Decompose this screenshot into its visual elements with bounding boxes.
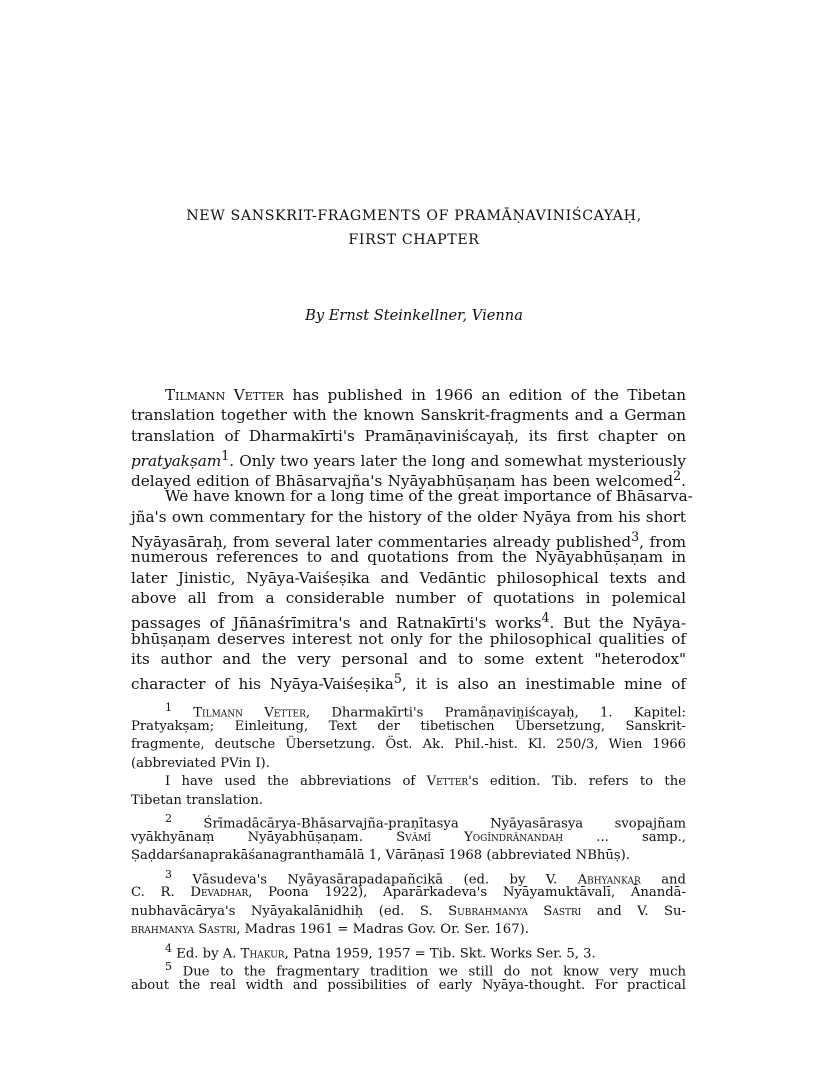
fn3-line-1: $^3$ Vāsudeva's Nyāyasārapadapañcikā (ed. by V. Abhyankar and (165, 867, 686, 887)
p2-line-6: above all from a considerable number of quotations in polemical (131, 588, 686, 607)
article-title (0, 204, 828, 252)
p2-line-2: jña's own commentary for the history of the older Nyāya from his short (131, 507, 686, 526)
p2-line-10: character of his Nyāya-Vaiśeṣika$^5$, it is also an inestimable mine of (131, 671, 686, 694)
fn1-line-4: (abbreviated PVin I). (131, 755, 270, 771)
footnote-ref-3: 3 (631, 529, 640, 545)
p2-line-7: passages of Jñānaśrīmitra's and Ratnakīrti's works$^4$. But the Nyāya- (131, 610, 686, 633)
footnote-number-2: 2 (165, 812, 172, 825)
p2-line-5: later Jinistic, Nyāya-Vaiśeṣika and Vedāntic philosophical texts and (131, 568, 686, 587)
footnote-ref-1: 1 (221, 447, 230, 463)
fn2-line-3: Ṣaḍdarśanaprakāśanagranthamālā 1, Vārāṇasī 1968 (abbreviated NBhūṣ). (131, 848, 630, 863)
p2-line-1: We have known for a long time of the great importance of Bhāsarva- (165, 487, 693, 506)
fn4-line-1: $^4$ Ed. by A. Thakur, Patna 1959, 1957 = Tib. Skt. Works Ser. 5, 3. (165, 941, 596, 961)
p2-line-8: bhūṣaṇam deserves interest not only for the philosophical qualities of (131, 629, 686, 648)
note-line-1: I have used the abbreviations of Vetter's edition. Tib. refers to the (165, 774, 686, 789)
p1-line-2: translation together with the known Sanskrit-fragments and a German (131, 406, 686, 425)
fn1-line-3: fragmente, deutsche Übersetzung. Öst. Ak. Phil.-hist. Kl. 250/3, Wien 1966 (131, 737, 686, 752)
fn1-line-1: $^1$ Tilmann Vetter, Dharmakīrti's Pramāṇaviniścayaḥ, 1. Kapitel: (165, 701, 686, 721)
p2-line-9: its author and the very personal and to some extent "heterodox" (131, 649, 686, 668)
author-byline: By Ernst Steinkellner, Vienna (305, 307, 523, 324)
fn5-line-1: $^5$ Due to the fragmentary tradition we still do not know very much (165, 960, 686, 980)
title-line-2: FIRST CHAPTER (348, 232, 480, 248)
footnote-ref-5: 5 (393, 671, 402, 687)
p1-line-4: pratyakṣam$^1$. Only two years later the long and somewhat mysteriously (131, 447, 686, 470)
fn2-line-2: vyākhyānaṃ Nyāyabhūṣaṇam. Svāmī Yogīndrānandaḥ ... samp., (131, 829, 686, 845)
footnote-number-5: 5 (165, 960, 172, 973)
fn5-line-2: about the real width and possibilities of early Nyāya-thought. For practical (131, 977, 686, 993)
p2-line-3: Nyāyasāraḥ, from several later commentaries already published$^3$, from (131, 529, 686, 552)
p1-line-1: Tilmann Vetter has published in 1966 an edition of the Tibetan (165, 386, 686, 404)
footnote-number-3: 3 (165, 867, 172, 881)
fn2-line-1: $^2$ Śrīmadācārya-Bhāsarvajña-praṇītasya Nyāyasārasya svopajñam (165, 812, 686, 832)
footnote-ref-4: 4 (541, 610, 550, 626)
body-text (131, 385, 693, 694)
p1-line-3: translation of Dharmakīrti's Pramāṇaviniścayaḥ, its first chapter on (131, 426, 686, 445)
author-name-smallcaps: Tilmann Vetter (165, 386, 284, 404)
fn1-line-2: Pratyakṣam; Einleitung, Text der tibetischen Übersetzung, Sanskrit- (131, 718, 686, 734)
fn3-line-2: C. R. Devadhar, Poona 1922), Aparārkadeva's Nyāyamuktāvalī, Ānandā- (131, 885, 686, 900)
title-line-1: NEW SANSKRIT-FRAGMENTS OF PRAMĀṆAVINIŚCAYAḤ, (186, 208, 642, 224)
footnote-number-4: 4 (165, 941, 172, 955)
note-line-2: Tibetan translation. (131, 792, 264, 808)
footnotes (131, 699, 686, 995)
p2-line-4: numerous references to and quotations from the Nyāyabhūṣaṇam in (131, 548, 686, 567)
fn3-line-4: brahmanya Sastri, Madras 1961 = Madras Gov. Or. Ser. 167). (131, 922, 529, 937)
p1-line-5: delayed edition of Bhāsarvajña's Nyāyabhūṣaṇam has been welcomed$^2$. (131, 468, 686, 491)
fn3-line-3: nubhavācārya's Nyāyakalānidhiḥ (ed. S. Subrahmanya Sastri and V. Su- (131, 903, 687, 919)
footnote-number-1: 1 (165, 701, 172, 714)
footnote-ref-2: 2 (673, 468, 682, 484)
